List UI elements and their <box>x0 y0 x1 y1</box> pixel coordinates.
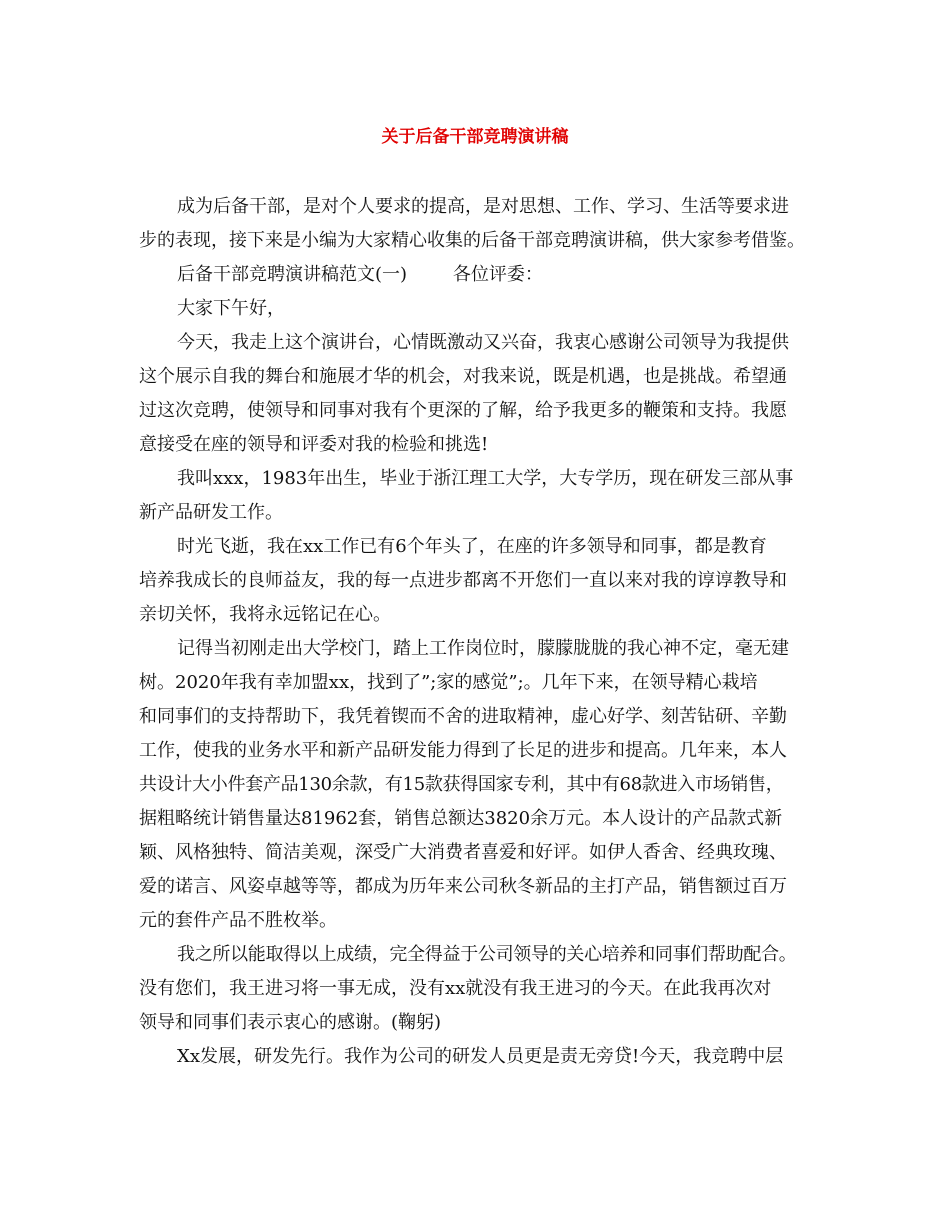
text-line: 我叫xxx，1983年出生，毕业于浙江理工大学，大专学历，现在研发三部从事 <box>177 468 794 489</box>
text-line: 这个展示自我的舞台和施展才华的机会，对我来说，既是机遇，也是挑战。希望通 <box>139 366 787 387</box>
text-line: 培养我成长的良师益友，我的每一点进步都离不开您们一直以来对我的谆谆教导和 <box>139 570 787 591</box>
text-line: 过这次竞聘，使领导和同事对我有个更深的了解，给予我更多的鞭策和支持。我愿 <box>139 400 787 421</box>
text-line: 记得当初刚走出大学校门，踏上工作岗位时，朦朦胧胧的我心神不定，毫无建 <box>177 638 789 659</box>
text-line: 后备干部竞聘演讲稿范文(一) 各位评委： <box>177 264 543 285</box>
text-line: 工作，使我的业务水平和新产品研发能力得到了长足的进步和提高。几年来，本人 <box>139 740 787 761</box>
text-line: 据粗略统计销售量达81962套，销售总额达3820余万元。本人设计的产品款式新 <box>139 808 783 829</box>
text-line: 意接受在座的领导和评委对我的检验和挑选! <box>139 434 489 455</box>
text-line: 树。2020年我有幸加盟xx，找到了”;家的感觉”;。几年下来，在领导精心栽培 <box>139 672 758 693</box>
text-line: 共设计大小件套产品130余款，有15款获得国家专利，其中有68款进入市场销售， <box>139 774 784 795</box>
text-line: 我之所以能取得以上成绩，完全得益于公司领导的关心培养和同事们帮助配合。 <box>177 944 797 965</box>
text-line: 领导和同事们表示衷心的感谢。(鞠躬) <box>139 1012 442 1033</box>
text-line: 步的表现，接下来是小编为大家精心收集的后备干部竞聘演讲稿，供大家参考借鉴。 <box>139 230 805 251</box>
text-line: 没有您们，我王进习将一事无成，没有xx就没有我王进习的今天。在此我再次对 <box>139 978 772 999</box>
text-line: 颖、风格独特、简洁美观，深受广大消费者喜爱和好评。如伊人香舍、经典玫瑰、 <box>139 842 787 863</box>
text-line: Xx发展，研发先行。我作为公司的研发人员更是责无旁贷!今天，我竞聘中层 <box>177 1046 784 1067</box>
text-line: 大家下午好， <box>177 298 285 319</box>
text-line: 时光飞逝，我在xx工作已有6个年头了，在座的许多领导和同事，都是教育 <box>177 536 767 557</box>
text-line: 亲切关怀，我将永远铭记在心。 <box>139 604 391 625</box>
text-line: 成为后备干部，是对个人要求的提高，是对思想、工作、学习、生活等要求进 <box>177 196 789 217</box>
document-title: 关于后备干部竞聘演讲稿 <box>381 127 569 147</box>
text-line: 元的套件产品不胜枚举。 <box>139 910 337 931</box>
text-line: 和同事们的支持帮助下，我凭着锲而不舍的进取精神，虚心好学、刻苦钻研、辛勤 <box>139 706 787 727</box>
text-line: 今天，我走上这个演讲台，心情既激动又兴奋，我衷心感谢公司领导为我提供 <box>177 332 789 353</box>
text-line: 爱的诺言、风姿卓越等等，都成为历年来公司秋冬新品的主打产品，销售额过百万 <box>139 876 787 897</box>
text-line: 新产品研发工作。 <box>139 502 283 523</box>
document-body <box>139 190 829 1074</box>
